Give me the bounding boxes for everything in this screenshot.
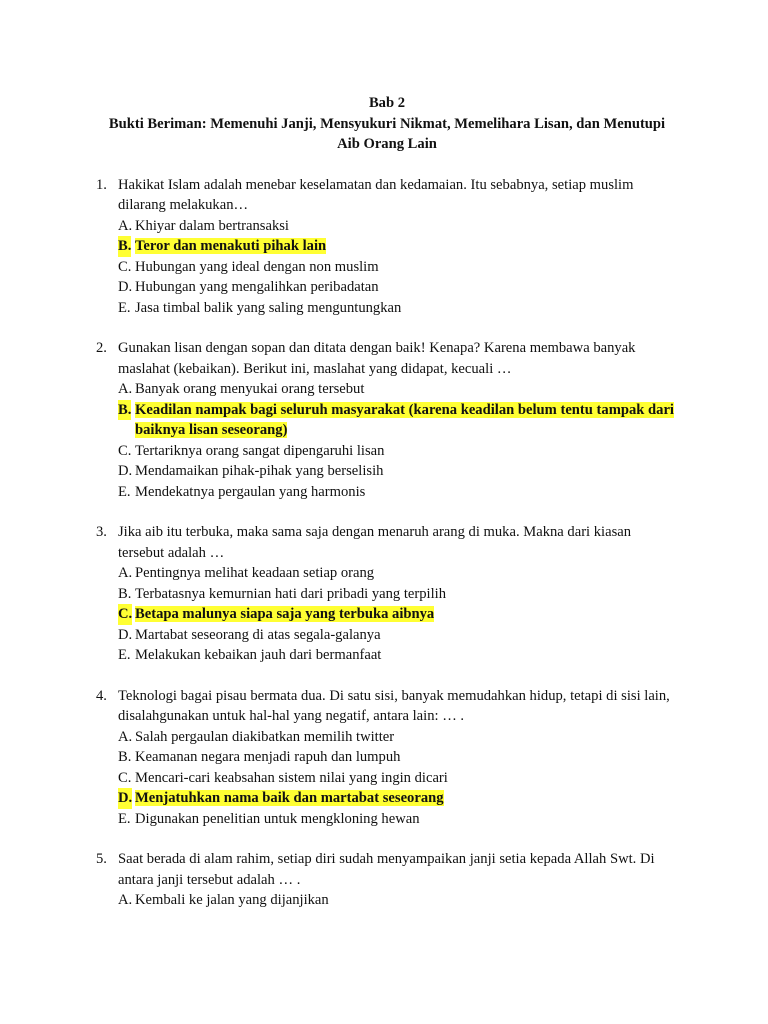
option-label: B. (118, 236, 131, 257)
option-label: A. (118, 728, 133, 745)
option-text: Martabat seseorang di atas segala-galanya (135, 626, 381, 643)
option-text: Mendamaikan pihak-pihak yang berselisih (135, 463, 384, 479)
answer-option (118, 216, 678, 237)
answer-option-correct (118, 400, 678, 441)
answer-option (118, 747, 678, 768)
answer-option (118, 625, 678, 646)
chapter-title-line-2: Aib Orang Lain (337, 136, 437, 152)
highlighted-answer-text: Betapa malunya siapa saja yang terbuka aibnya (135, 606, 435, 622)
question-item (96, 686, 678, 830)
option-label: B. (118, 749, 132, 765)
option-label: E. (118, 299, 131, 316)
answer-option-correct (118, 788, 678, 809)
question-text: Saat berada di alam rahim, setiap diri sudah menyampaikan janji setia kepada Allah Swt. Di antara janji tersebut adalah … . (118, 851, 655, 888)
option-label: A. (118, 565, 133, 581)
question-text: Gunakan lisan dengan sopan dan ditata dengan baik! Kenapa? Karena membawa banyak maslahat (kebaikan). Berikut ini, maslahat yang didapat, kecuali … (118, 340, 636, 377)
option-label: E. (118, 647, 131, 663)
answer-option (118, 584, 678, 605)
highlighted-answer-text: Teror dan menakuti pihak lain (135, 238, 327, 254)
option-text: Hubungan yang mengalihkan peribadatan (135, 279, 379, 295)
option-text: Hubungan yang ideal dengan non muslim (135, 258, 379, 275)
answer-option (118, 277, 678, 298)
question-item (96, 849, 678, 911)
option-label: E. (118, 810, 131, 827)
option-label: C. (118, 769, 132, 786)
option-text: Melakukan kebaikan jauh dari bermanfaat (135, 647, 382, 663)
chapter-title-line-1: Bukti Beriman: Memenuhi Janji, Mensyukuri Nikmat, Memelihara Lisan, dan Menutupi (108, 115, 666, 132)
option-text: Pentingnya melihat keadaan setiap orang (135, 565, 375, 581)
question-list (96, 175, 678, 911)
option-text: Banyak orang menyukai orang tersebut (135, 381, 365, 397)
answer-option (118, 563, 678, 584)
question-number: 5. (96, 851, 107, 867)
option-text: Keamanan negara menjadi rapuh dan lumpuh (135, 749, 401, 765)
option-label: C. (118, 604, 132, 625)
option-text: Terbatasnya kemurnian hati dari pribadi yang terpilih (135, 585, 447, 602)
answer-option (118, 298, 678, 319)
option-text: Jasa timbal balik yang saling menguntungkan (135, 299, 402, 316)
chapter-header (96, 93, 678, 155)
question-text: Hakikat Islam adalah menebar keselamatan dan kedamaian. Itu sebabnya, setiap muslim dilarang melakukan… (118, 176, 634, 213)
question-item (96, 522, 678, 666)
option-text: Digunakan penelitian untuk mengkloning hewan (135, 810, 420, 827)
chapter-label: Bab 2 (368, 95, 406, 111)
option-label: C. (118, 442, 132, 459)
option-label: B. (118, 585, 132, 602)
option-label: D. (118, 788, 132, 809)
answer-option (118, 482, 678, 503)
option-text: Kembali ke jalan yang dijanjikan (135, 892, 329, 908)
question-item (96, 338, 678, 502)
option-text: Mendekatnya pergaulan yang harmonis (135, 483, 366, 500)
question-number: 2. (96, 340, 107, 356)
answer-option (118, 768, 678, 789)
highlighted-answer-text: Menjatuhkan nama baik dan martabat seseorang (135, 790, 444, 806)
option-label: D. (118, 279, 133, 295)
answer-options (118, 216, 678, 319)
option-label: A. (118, 217, 133, 234)
question-text: Teknologi bagai pisau bermata dua. Di satu sisi, banyak memudahkan hidup, tetapi di sisi lain, disalahgunakan untuk hal-hal yang negatif, antara lain: … . (118, 687, 670, 724)
answer-option (118, 809, 678, 830)
option-label: D. (118, 463, 133, 479)
answer-option-correct (118, 236, 678, 257)
option-label: E. (118, 483, 131, 500)
answer-option-correct (118, 604, 678, 625)
answer-options (118, 563, 678, 666)
option-text: Tertariknya orang sangat dipengaruhi lisan (135, 442, 385, 459)
option-label: B. (118, 400, 131, 421)
option-label: D. (118, 626, 133, 643)
question-text: Jika aib itu terbuka, maka sama saja dengan menaruh arang di muka. Makna dari kiasan tersebut adalah … (118, 524, 632, 561)
answer-option (118, 645, 678, 666)
option-label: A. (118, 381, 133, 397)
answer-options (118, 727, 678, 830)
answer-option (118, 890, 678, 911)
answer-option (118, 441, 678, 462)
answer-option (118, 461, 678, 482)
question-item (96, 175, 678, 319)
option-text: Khiyar dalam bertransaksi (135, 217, 289, 234)
question-number: 4. (96, 687, 107, 704)
answer-options (118, 890, 678, 911)
answer-options (118, 379, 678, 502)
option-text: Salah pergaulan diakibatkan memilih twitter (135, 728, 395, 745)
answer-option (118, 257, 678, 278)
option-label: A. (118, 892, 133, 908)
option-label: C. (118, 258, 132, 275)
answer-option (118, 379, 678, 400)
answer-option (118, 727, 678, 748)
option-text: Mencari-cari keabsahan sistem nilai yang ingin dicari (135, 769, 448, 786)
question-number: 1. (96, 176, 107, 193)
highlighted-answer-text: Keadilan nampak bagi seluruh masyarakat (karena keadilan belum tentu tampak dari baiknya lisan seseorang) (135, 401, 674, 438)
question-number: 3. (96, 524, 107, 540)
